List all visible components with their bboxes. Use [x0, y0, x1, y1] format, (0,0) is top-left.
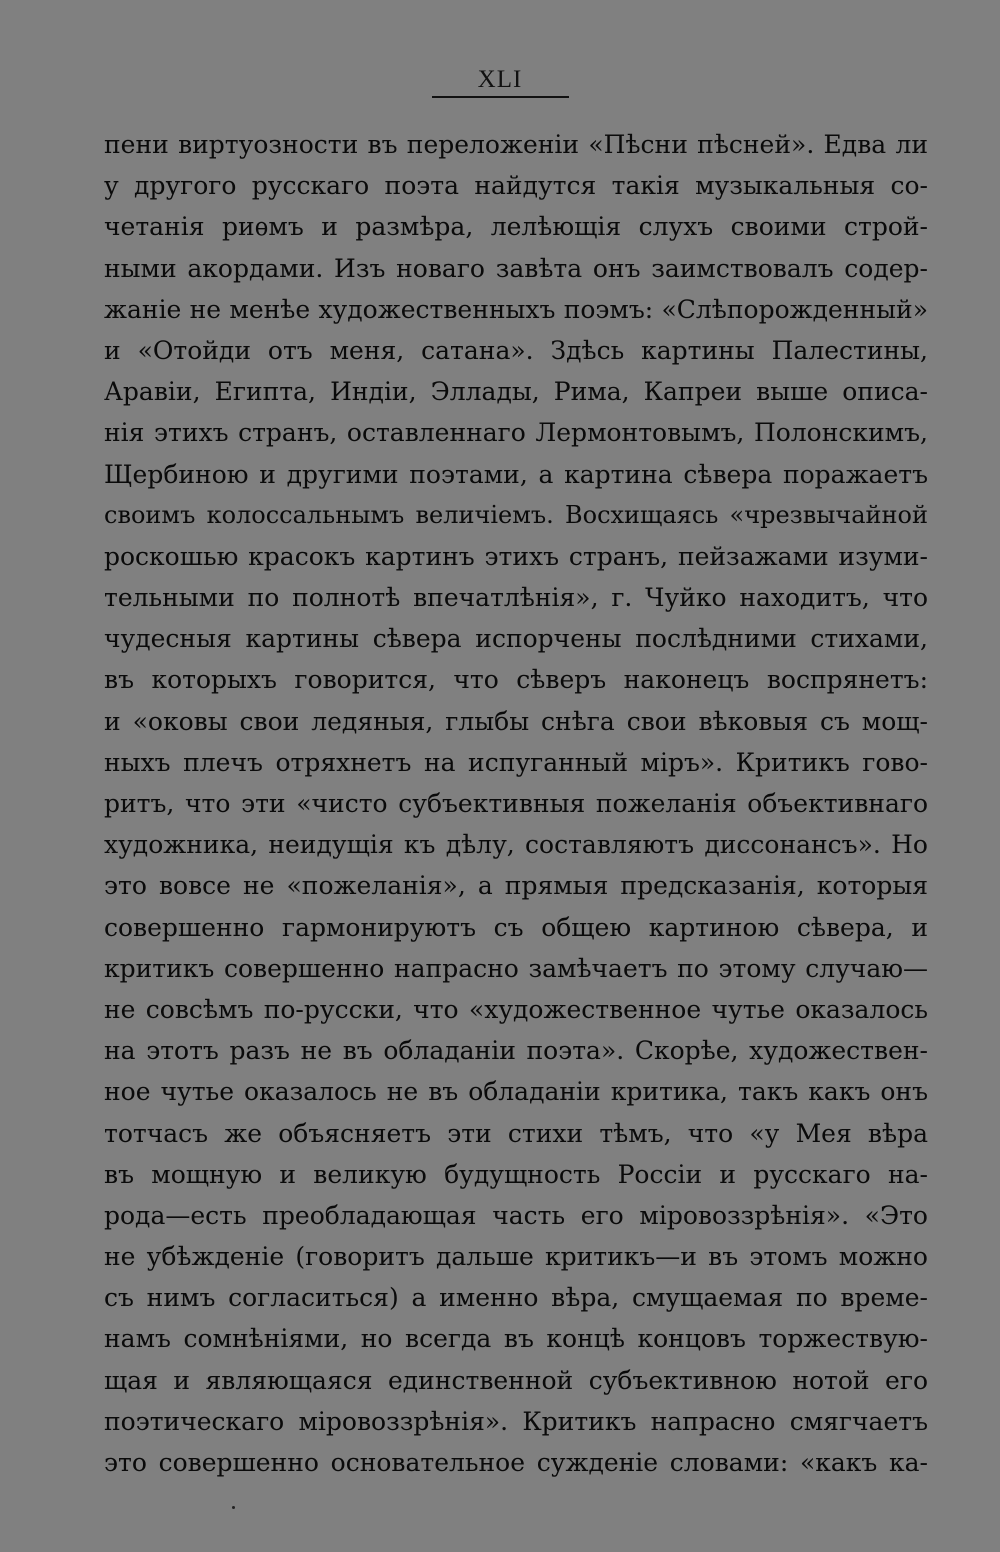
text-line: у другого русскаго поэта найдутся такія музыкальныя со-	[104, 171, 928, 201]
stray-mark	[232, 1506, 235, 1509]
text-line: критикъ совершенно напрасно замѣчаетъ по этому случаю—	[104, 953, 928, 983]
text-line: въ которыхъ говорится, что сѣверъ наконецъ воспрянетъ:	[104, 665, 928, 695]
text-line: тотчасъ же объясняетъ эти стихи тѣмъ, что «у Мея вѣра	[104, 1118, 928, 1148]
text-line: роскошью красокъ картинъ этихъ странъ, пейзажами изуми-	[104, 541, 928, 571]
text-line: Аравіи, Египта, Индіи, Эллады, Рима, Капреи выше описа-	[104, 377, 928, 407]
text-line: не убѣжденіе (говоритъ дальше критикъ—и въ этомъ можно	[104, 1242, 928, 1272]
text-line: намъ сомнѣніями, но всегда въ концѣ концовъ торжествую-	[104, 1324, 928, 1354]
text-line: Щербиною и другими поэтами, а картина сѣвера поражаетъ	[104, 459, 928, 489]
text-line: четанія риѳмъ и размѣра, лелѣющія слухъ своими строй-	[104, 212, 928, 242]
text-line: нія этихъ странъ, оставленнаго Лермонтовымъ, Полонскимъ,	[104, 418, 928, 448]
text-line: тельными по полнотѣ впечатлѣнія», г. Чуйко находитъ, что	[104, 583, 928, 613]
body-text	[104, 124, 928, 1483]
text-line: жаніе не менѣе художественныхъ поэмъ: «Слѣпорожденный»	[104, 294, 928, 324]
text-line: и «оковы свои ледяныя, глыбы снѣга свои вѣковыя съ мощ-	[104, 706, 928, 736]
text-line: ными акордами. Изъ новаго завѣта онъ заимствовалъ содер-	[104, 253, 928, 283]
text-line: это вовсе не «пожеланія», а прямыя предсказанія, которыя	[104, 871, 928, 901]
text-line: щая и являющаяся единственной субъективною нотой его	[104, 1365, 928, 1395]
text-line: ныхъ плечъ отряхнетъ на испуганный міръ». Критикъ гово-	[104, 747, 928, 777]
text-line: ритъ, что эти «чисто субъективныя пожеланія объективнаго	[104, 789, 928, 818]
text-line: не совсѣмъ по-русски, что «художественное чутье оказалось	[104, 994, 928, 1024]
text-line: въ мощную и великую будущность Россіи и русскаго на-	[104, 1159, 928, 1189]
text-line: чудесныя картины сѣвера испорчены послѣдними стихами,	[104, 624, 928, 654]
text-line: совершенно гармонируютъ съ общею картиною сѣвера, и	[104, 912, 928, 942]
header-rule	[432, 96, 569, 98]
text-line: на этотъ разъ не въ обладаніи поэта». Скорѣе, художествен-	[104, 1036, 928, 1066]
text-line: художника, неидущія къ дѣлу, составляютъ диссонансъ». Но	[104, 830, 928, 860]
text-line: это совершенно основательное сужденіе словами: «какъ ка-	[104, 1448, 928, 1477]
text-line: рода—есть преобладающая часть его міровоззрѣнія». «Это	[104, 1200, 928, 1230]
text-line: съ нимъ согласиться) а именно вѣра, смущаемая по време-	[104, 1283, 928, 1313]
text-line: поэтическаго міровоззрѣнія». Критикъ напрасно смягчаетъ	[104, 1406, 928, 1436]
text-line: пени виртуозности въ переложеніи «Пѣсни пѣсней». Едва ли	[104, 130, 928, 159]
text-line: своимъ колоссальнымъ величіемъ. Восхищаясь «чрезвычайной	[104, 500, 928, 529]
text-line: и «Отойди отъ меня, сатана». Здѣсь картины Палестины,	[104, 335, 928, 365]
page-number: XLI	[477, 66, 523, 93]
text-line: ное чутье оказалось не въ обладаніи критика, такъ какъ онъ	[104, 1077, 928, 1107]
